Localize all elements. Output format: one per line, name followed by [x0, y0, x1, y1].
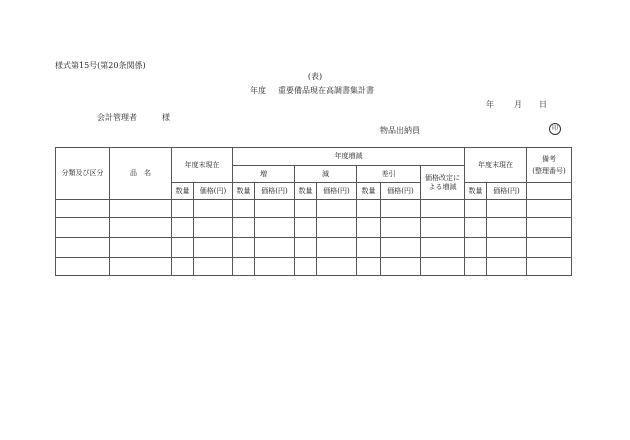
table-row [56, 200, 572, 218]
table-cell[interactable] [233, 218, 255, 238]
header-item-name: 品 名 [110, 148, 172, 200]
table-cell[interactable] [357, 258, 381, 276]
table-cell[interactable] [465, 200, 487, 218]
table-cell[interactable] [317, 238, 357, 258]
table-cell[interactable] [194, 258, 233, 276]
table-cell[interactable] [527, 218, 572, 238]
table-kind-label: (表) [307, 72, 323, 81]
table-cell[interactable] [295, 218, 317, 238]
table-cell[interactable] [110, 238, 172, 258]
table-cell[interactable] [172, 258, 194, 276]
table-cell[interactable] [110, 218, 172, 238]
table-row [56, 218, 572, 238]
clerk-label: 物品出納員 [380, 126, 420, 135]
header-decrease: 減 [295, 166, 357, 183]
table-cell[interactable] [421, 218, 465, 238]
table-cell[interactable] [357, 218, 381, 238]
table-cell[interactable] [255, 200, 295, 218]
table-cell[interactable] [357, 200, 381, 218]
table-cell[interactable] [56, 218, 110, 238]
table-cell[interactable] [465, 218, 487, 238]
date-month: 月 [514, 100, 522, 109]
sub-price: 価格(円) [487, 183, 527, 200]
table-cell[interactable] [255, 238, 295, 258]
sub-price: 価格(円) [317, 183, 357, 200]
title-text: 重要備品現在高調書集計書 [278, 86, 374, 95]
fiscal-year-label: 年度 [250, 86, 266, 95]
table-cell[interactable] [194, 218, 233, 238]
table-cell[interactable] [255, 218, 295, 238]
honorific: 様 [162, 113, 170, 122]
table-cell[interactable] [56, 238, 110, 258]
table-cell[interactable] [172, 200, 194, 218]
table-cell[interactable] [172, 238, 194, 258]
table-cell[interactable] [255, 258, 295, 276]
header-annual-change: 年度増減 [233, 148, 465, 166]
document-title [250, 85, 374, 96]
table-cell[interactable] [527, 200, 572, 218]
table-cell[interactable] [295, 200, 317, 218]
date-year: 年 [486, 100, 494, 109]
table-cell[interactable] [194, 200, 233, 218]
table-cell[interactable] [357, 238, 381, 258]
sub-price: 価格(円) [194, 183, 233, 200]
table-cell[interactable] [233, 200, 255, 218]
table-cell[interactable] [110, 200, 172, 218]
table-row [56, 258, 572, 276]
table-cell[interactable] [381, 218, 421, 238]
table-cell[interactable] [317, 218, 357, 238]
header-increase: 増 [233, 166, 295, 183]
form-number: 様式第15号(第20条関係) [55, 61, 146, 70]
table-cell[interactable] [487, 258, 527, 276]
date-line [486, 99, 547, 110]
header-price-revision: 価格改定による増減 [421, 166, 465, 200]
table-cell[interactable] [295, 258, 317, 276]
sub-price: 価格(円) [381, 183, 421, 200]
table-cell[interactable] [295, 238, 317, 258]
table-cell[interactable] [465, 258, 487, 276]
table-cell[interactable] [194, 238, 233, 258]
sub-qty: 数量 [465, 183, 487, 200]
remarks-blank [527, 183, 572, 200]
table-cell[interactable] [172, 218, 194, 238]
header-category: 分類及び区分 [56, 148, 110, 200]
remarks-label: 備考 [542, 154, 556, 163]
table-cell[interactable] [233, 238, 255, 258]
table-cell[interactable] [487, 218, 527, 238]
table-cell[interactable] [317, 200, 357, 218]
addressee [97, 112, 170, 123]
date-day: 日 [539, 100, 547, 109]
table-row [56, 238, 572, 258]
table-cell[interactable] [421, 200, 465, 218]
sub-qty: 数量 [233, 183, 255, 200]
table-cell[interactable] [421, 258, 465, 276]
table-cell[interactable] [110, 258, 172, 276]
seal-mark: 印 [549, 123, 561, 135]
sub-qty: 数量 [172, 183, 194, 200]
header-this-year-end: 年度末現在 [465, 148, 527, 183]
sub-qty: 数量 [357, 183, 381, 200]
header-difference: 差引 [357, 166, 421, 183]
table-cell[interactable] [381, 258, 421, 276]
header-row-1 [56, 148, 572, 166]
table-cell[interactable] [233, 258, 255, 276]
sub-price: 価格(円) [255, 183, 295, 200]
table-cell[interactable] [465, 238, 487, 258]
sub-qty: 数量 [295, 183, 317, 200]
summary-table [55, 147, 572, 276]
table-cell[interactable] [317, 258, 357, 276]
table-cell[interactable] [381, 238, 421, 258]
table-cell[interactable] [487, 238, 527, 258]
header-remarks [527, 148, 572, 183]
table-cell[interactable] [56, 200, 110, 218]
table-cell[interactable] [527, 238, 572, 258]
table-cell[interactable] [487, 200, 527, 218]
remarks-sub-label: (整理番号) [532, 166, 566, 175]
addressee-title: 会計管理者 [97, 113, 137, 122]
table-cell[interactable] [56, 258, 110, 276]
table-cell[interactable] [527, 258, 572, 276]
table-cell[interactable] [381, 200, 421, 218]
table-cell[interactable] [421, 238, 465, 258]
header-prev-year-end: 年度末現在 [172, 148, 233, 183]
